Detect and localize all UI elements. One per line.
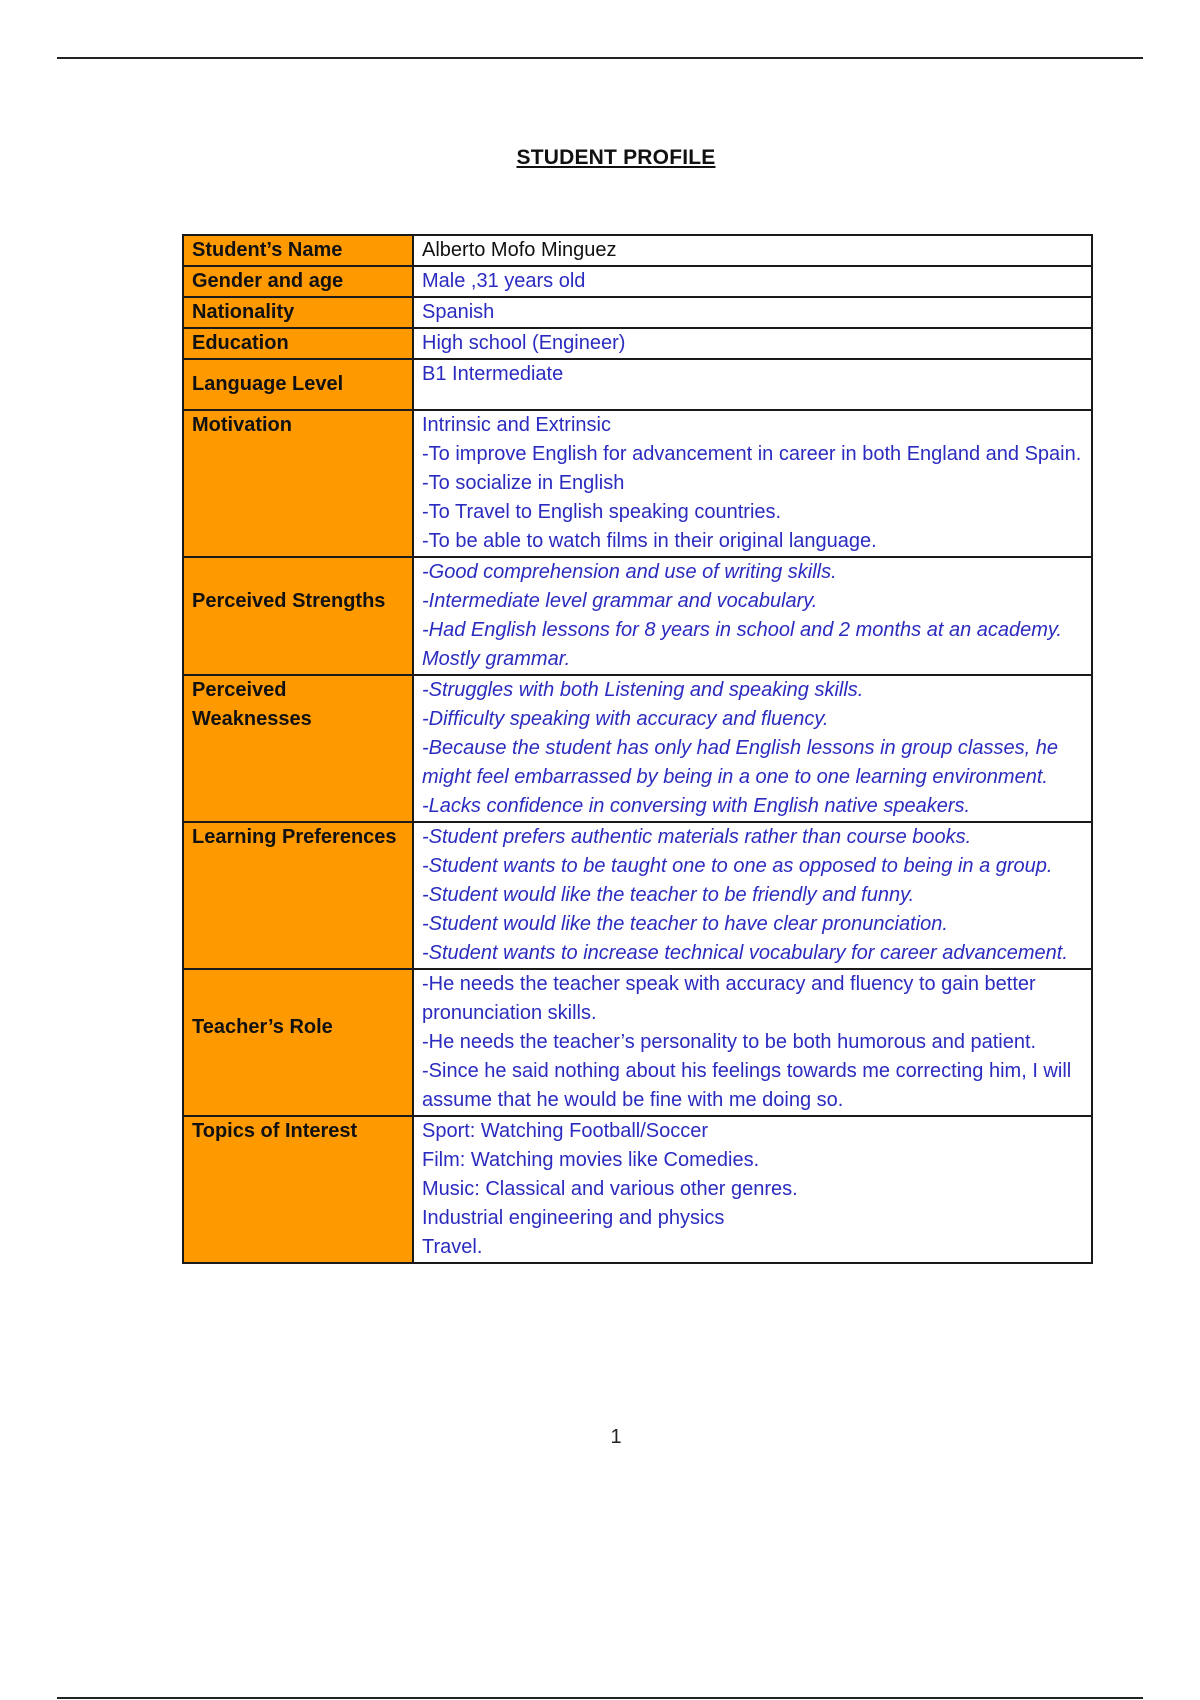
topic-line: Sport: Watching Football/Soccer bbox=[422, 1120, 709, 1142]
topic-line: Film: Watching movies like Comedies. bbox=[422, 1149, 760, 1171]
row-label-gender-age: Gender and age bbox=[183, 266, 413, 297]
table-row-name bbox=[183, 235, 1092, 266]
page-bottom-rule bbox=[57, 1697, 1143, 1699]
row-value-language-level: B1 Intermediate bbox=[413, 359, 1092, 410]
row-label-weaknesses: Perceived Weaknesses bbox=[183, 675, 413, 822]
row-value-teacher-role bbox=[413, 969, 1092, 1116]
page-number: 1 bbox=[610, 1426, 622, 1448]
motivation-line: -To Travel to English speaking countries. bbox=[422, 501, 782, 523]
strength-line: -Good comprehension and use of writing skills. bbox=[422, 561, 837, 583]
row-label-strengths: Perceived Strengths bbox=[183, 557, 413, 675]
weakness-line: -Struggles with both Listening and speaking skills. bbox=[422, 679, 864, 701]
row-value-preferences bbox=[413, 822, 1092, 969]
table-row-gender-age bbox=[183, 266, 1092, 297]
row-label-name: Student’s Name bbox=[183, 235, 413, 266]
topic-line: Music: Classical and various other genres. bbox=[422, 1178, 798, 1200]
row-value-weaknesses bbox=[413, 675, 1092, 822]
table-row-language-level bbox=[183, 359, 1092, 410]
preference-line: -Student prefers authentic materials rather than course books. bbox=[422, 826, 972, 848]
row-value-gender-age: Male ,31 years old bbox=[413, 266, 1092, 297]
strength-line: -Had English lessons for 8 years in school and 2 months at an academy. Mostly grammar. bbox=[422, 619, 1062, 670]
teacher-role-line: -He needs the teacher speak with accuracy and fluency to gain better pronunciation skills. bbox=[422, 973, 1036, 1024]
preference-line: -Student would like the teacher to have clear pronunciation. bbox=[422, 913, 948, 935]
row-label-topics: Topics of Interest bbox=[183, 1116, 413, 1263]
table-row-teacher-role bbox=[183, 969, 1092, 1116]
table-row-topics bbox=[183, 1116, 1092, 1263]
row-label-nationality: Nationality bbox=[183, 297, 413, 328]
motivation-line: -To be able to watch films in their original language. bbox=[422, 530, 877, 552]
teacher-role-line: -He needs the teacher’s personality to be both humorous and patient. bbox=[422, 1031, 1037, 1053]
preference-line: -Student wants to increase technical vocabulary for career advancement. bbox=[422, 942, 1068, 964]
page-title: STUDENT PROFILE bbox=[516, 146, 716, 169]
topic-line: Industrial engineering and physics bbox=[422, 1207, 725, 1229]
table-row-motivation bbox=[183, 410, 1092, 557]
row-value-topics bbox=[413, 1116, 1092, 1263]
table-row-strengths bbox=[183, 557, 1092, 675]
row-label-teacher-role: Teacher’s Role bbox=[183, 969, 413, 1116]
table-row-education bbox=[183, 328, 1092, 359]
topic-line: Travel. bbox=[422, 1236, 483, 1258]
table-row-weaknesses bbox=[183, 675, 1092, 822]
preference-line: -Student wants to be taught one to one as opposed to being in a group. bbox=[422, 855, 1053, 877]
weakness-line: -Difficulty speaking with accuracy and fluency. bbox=[422, 708, 829, 730]
row-value-nationality: Spanish bbox=[413, 297, 1092, 328]
motivation-line: -To socialize in English bbox=[422, 472, 625, 494]
row-value-name: Alberto Mofo Minguez bbox=[413, 235, 1092, 266]
row-value-motivation bbox=[413, 410, 1092, 557]
row-label-language-level: Language Level bbox=[183, 359, 413, 410]
page-top-rule bbox=[57, 57, 1143, 59]
student-profile-table bbox=[182, 234, 1093, 1264]
preference-line: -Student would like the teacher to be friendly and funny. bbox=[422, 884, 915, 906]
table-row-preferences bbox=[183, 822, 1092, 969]
row-label-motivation: Motivation bbox=[183, 410, 413, 557]
motivation-line: Intrinsic and Extrinsic bbox=[422, 414, 611, 436]
strength-line: -Intermediate level grammar and vocabulary. bbox=[422, 590, 818, 612]
row-value-education: High school (Engineer) bbox=[413, 328, 1092, 359]
row-label-preferences: Learning Preferences bbox=[183, 822, 413, 969]
weakness-line: -Because the student has only had English lessons in group classes, he might feel embarrassed by being in a one to one learning environment. bbox=[422, 737, 1058, 788]
table-row-nationality bbox=[183, 297, 1092, 328]
row-label-education: Education bbox=[183, 328, 413, 359]
row-value-strengths bbox=[413, 557, 1092, 675]
teacher-role-line: -Since he said nothing about his feelings towards me correcting him, I will assume that he would be fine with me doing so. bbox=[422, 1060, 1072, 1111]
motivation-line: -To improve English for advancement in career in both England and Spain. bbox=[422, 443, 1082, 465]
weakness-line: -Lacks confidence in conversing with English native speakers. bbox=[422, 795, 971, 817]
